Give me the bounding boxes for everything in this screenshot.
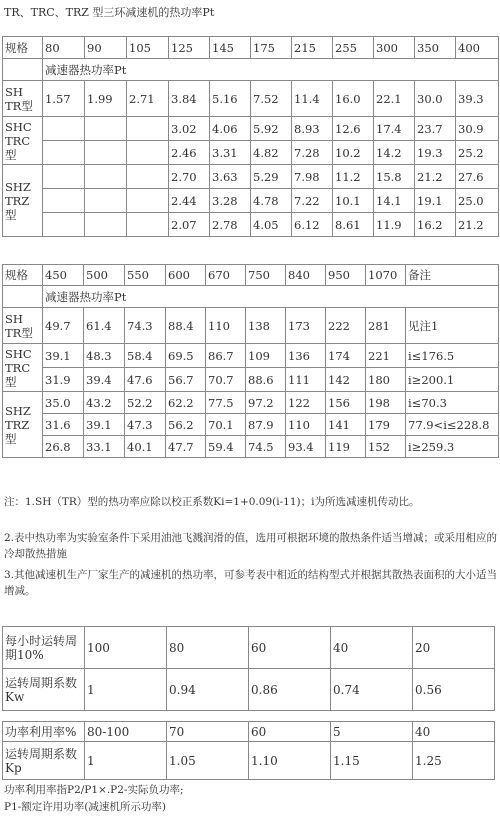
value-cell: 39.1 [84,414,125,436]
value-cell: 1 [85,669,167,711]
footer-line-2: P1-额定许用功率(减速机所示功率) [4,801,166,813]
power-utilization-table [2,721,495,780]
value-cell: 25.2 [456,141,499,165]
table-row [3,117,499,141]
value-cell: 47.3 [125,414,166,436]
value-cell: 3.31 [210,141,251,165]
value-cell: 4.82 [251,141,292,165]
value-cell: 47.7 [166,436,206,458]
table-row [3,213,499,237]
value-cell: 110 [286,414,326,436]
value-cell: 48.3 [84,344,125,368]
model-label: SHZ TRZ型 [3,165,43,237]
value-cell: 2.46 [169,141,210,165]
spec-cell: 255 [333,37,374,59]
page-title: TR、TRC、TRZ 型三环减速机的热功率Pt [4,6,215,19]
value-cell: 62.2 [166,392,206,414]
value-cell: 10.1 [333,189,374,213]
value-cell: 80 [167,627,249,669]
table-row [3,189,499,213]
table-row [3,81,499,117]
model-label: SH TR型 [3,308,43,344]
value-cell: 69.5 [166,344,206,368]
remark-cell: 77.9<i≤228.8 [406,414,499,436]
value-cell: 0.56 [413,669,495,711]
value-cell: 40 [413,722,495,742]
value-cell: 141 [326,414,366,436]
value-cell: 111 [286,368,326,392]
spec-cell: 670 [206,265,246,286]
value-cell: 1.25 [413,742,495,780]
value-cell: 100 [85,627,167,669]
value-cell: 30.0 [415,81,456,117]
value-cell: 6.12 [292,213,333,237]
value-cell: 152 [366,436,406,458]
spec-cell: 1070 [366,265,406,286]
spec-cell: 450 [43,265,84,286]
value-cell: 221 [366,344,406,368]
model-label: SHC TRC型 [3,344,43,392]
value-cell: 8.93 [292,117,333,141]
value-cell: 31.6 [43,414,84,436]
value-cell: 1.15 [331,742,413,780]
remark-cell: i≤176.5 [406,344,499,368]
value-cell: 21.2 [456,213,499,237]
value-cell: 19.3 [415,141,456,165]
value-cell: 4.78 [251,189,292,213]
spec-cell: 750 [246,265,286,286]
value-cell: 11.4 [292,81,333,117]
table-row [3,392,499,414]
value-cell: 10.2 [333,141,374,165]
spec-cell: 105 [127,37,169,59]
value-cell: 14.1 [374,189,415,213]
value-cell: 7.98 [292,165,333,189]
spec-cell: 400 [456,37,499,59]
value-cell: 4.05 [251,213,292,237]
value-cell: 39.4 [84,368,125,392]
footer-line-1: 功率利用率指P2/P1×.P2-实际负功率; [4,784,184,796]
value-cell: 27.6 [456,165,499,189]
value-cell: 2.70 [169,165,210,189]
value-cell: 11.9 [374,213,415,237]
spec-cell: 500 [84,265,125,286]
value-cell: 22.1 [374,81,415,117]
value-cell: 1 [85,742,167,780]
value-cell: 2.78 [210,213,251,237]
value-cell: 138 [246,308,286,344]
value-cell: 156 [326,392,366,414]
remark-cell: 见注1 [406,308,499,344]
table-row [3,669,495,711]
value-cell: 3.02 [169,117,210,141]
spec-cell: 550 [125,265,166,286]
value-cell: 3.28 [210,189,251,213]
value-cell: 2.71 [127,81,169,117]
table-row [3,286,499,308]
spec-header: 规格 [3,265,43,286]
value-cell: 198 [366,392,406,414]
value-cell: 0.74 [331,669,413,711]
value-cell: 58.4 [125,344,166,368]
remark-header: 备注 [406,265,499,286]
row-label: 功率利用率% [3,722,85,742]
value-cell: 52.2 [125,392,166,414]
value-cell: 31.9 [43,368,84,392]
value-cell: 47.6 [125,368,166,392]
row-label: 运转周期系数Kp [3,742,85,780]
table-row [3,265,499,286]
row-label: 每小时运转周期10% [3,627,85,669]
spec-cell: 175 [251,37,292,59]
value-cell: 12.6 [333,117,374,141]
value-cell: 56.2 [166,414,206,436]
value-cell: 136 [286,344,326,368]
value-cell: 77.5 [206,392,246,414]
value-cell: 5 [331,722,413,742]
thermal-power-table-2 [2,264,499,458]
spec-cell: 300 [374,37,415,59]
value-cell: 1.05 [167,742,249,780]
table-row [3,165,499,189]
value-cell: 49.7 [43,308,84,344]
spec-cell: 950 [326,265,366,286]
value-cell: 39.3 [456,81,499,117]
value-cell: 222 [326,308,366,344]
value-cell: 11.2 [333,165,374,189]
table-row [3,722,495,742]
value-cell: 19.1 [415,189,456,213]
table-row [3,742,495,780]
value-cell: 5.92 [251,117,292,141]
value-cell: 23.7 [415,117,456,141]
table-row [3,368,499,392]
value-cell: 179 [366,414,406,436]
value-cell: 70 [167,722,249,742]
row-label: 运转周期系数Kw [3,669,85,711]
model-label: SH TR型 [3,81,43,117]
value-cell: 3.63 [210,165,251,189]
spec-cell: 840 [286,265,326,286]
spec-cell: 90 [85,37,127,59]
table-row [3,59,499,81]
value-cell: 142 [326,368,366,392]
table-row [3,141,499,165]
value-cell: 3.84 [169,81,210,117]
model-label: SHC TRC型 [3,117,43,165]
value-cell: 1.99 [85,81,127,117]
note-1: 注：1.SH（TR）型的热功率应除以校正系数Ki=1+0.09(i-11)；i为所选减速机传动比。 [4,496,420,508]
value-cell: 25.0 [456,189,499,213]
value-cell: 70.7 [206,368,246,392]
model-label: SHZ TRZ型 [3,392,43,458]
value-cell: 122 [286,392,326,414]
thermal-power-table-1 [2,36,499,237]
note-3: 3.其他减速机生产厂家生产的减速机的热功率，可参考表中相近的结构型式并根据其散热表面积的大小适当增减。 [4,569,498,597]
section-label: 减速器热功率Pt [43,286,499,308]
spec-cell: 350 [415,37,456,59]
value-cell: 16.0 [333,81,374,117]
value-cell: 7.22 [292,189,333,213]
value-cell: 5.16 [210,81,251,117]
value-cell: 15.8 [374,165,415,189]
value-cell: 70.1 [206,414,246,436]
value-cell: 173 [286,308,326,344]
value-cell: 86.7 [206,344,246,368]
value-cell: 80-100 [85,722,167,742]
spec-cell: 145 [210,37,251,59]
value-cell: 109 [246,344,286,368]
value-cell: 0.94 [167,669,249,711]
value-cell: 174 [326,344,366,368]
value-cell: 30.9 [456,117,499,141]
value-cell: 87.9 [246,414,286,436]
duty-cycle-table [2,626,495,711]
value-cell: 59.4 [206,436,246,458]
value-cell: 7.28 [292,141,333,165]
value-cell: 74.5 [246,436,286,458]
value-cell: 110 [206,308,246,344]
value-cell: 20 [413,627,495,669]
value-cell: 33.1 [84,436,125,458]
remark-cell: i≥200.1 [406,368,499,392]
value-cell: 2.44 [169,189,210,213]
value-cell: 14.2 [374,141,415,165]
value-cell: 88.6 [246,368,286,392]
table-row [3,436,499,458]
value-cell: 16.2 [415,213,456,237]
value-cell: 60 [249,627,331,669]
spec-cell: 80 [43,37,85,59]
value-cell: 281 [366,308,406,344]
value-cell: 7.52 [251,81,292,117]
value-cell: 1.10 [249,742,331,780]
note-2: 2.表中热功率为实验室条件下采用油池飞溅润滑的值，选用可根据环境的散热条件适当增减；或采用相应的冷却散热措施 [4,532,498,560]
table-row [3,37,499,59]
value-cell: 60 [249,722,331,742]
value-cell: 26.8 [43,436,84,458]
value-cell: 43.2 [84,392,125,414]
spec-header: 规格 [3,37,43,59]
value-cell: 39.1 [43,344,84,368]
value-cell: 93.4 [286,436,326,458]
remark-cell: i≤70.3 [406,392,499,414]
table-row [3,627,495,669]
value-cell: 56.7 [166,368,206,392]
value-cell: 40 [331,627,413,669]
value-cell: 74.3 [125,308,166,344]
value-cell: 21.2 [415,165,456,189]
remark-cell: i≥259.3 [406,436,499,458]
spec-cell: 600 [166,265,206,286]
value-cell: 8.61 [333,213,374,237]
value-cell: 119 [326,436,366,458]
table-row [3,344,499,368]
value-cell: 35.0 [43,392,84,414]
spec-cell: 125 [169,37,210,59]
table-row [3,308,499,344]
value-cell: 97.2 [246,392,286,414]
value-cell: 88.4 [166,308,206,344]
value-cell: 61.4 [84,308,125,344]
value-cell: 0.86 [249,669,331,711]
value-cell: 40.1 [125,436,166,458]
spec-cell: 215 [292,37,333,59]
value-cell: 180 [366,368,406,392]
table-row [3,414,499,436]
value-cell: 4.06 [210,117,251,141]
value-cell: 17.4 [374,117,415,141]
value-cell: 5.29 [251,165,292,189]
value-cell: 1.57 [43,81,85,117]
section-label: 减速器热功率Pt [43,59,499,81]
value-cell: 2.07 [169,213,210,237]
